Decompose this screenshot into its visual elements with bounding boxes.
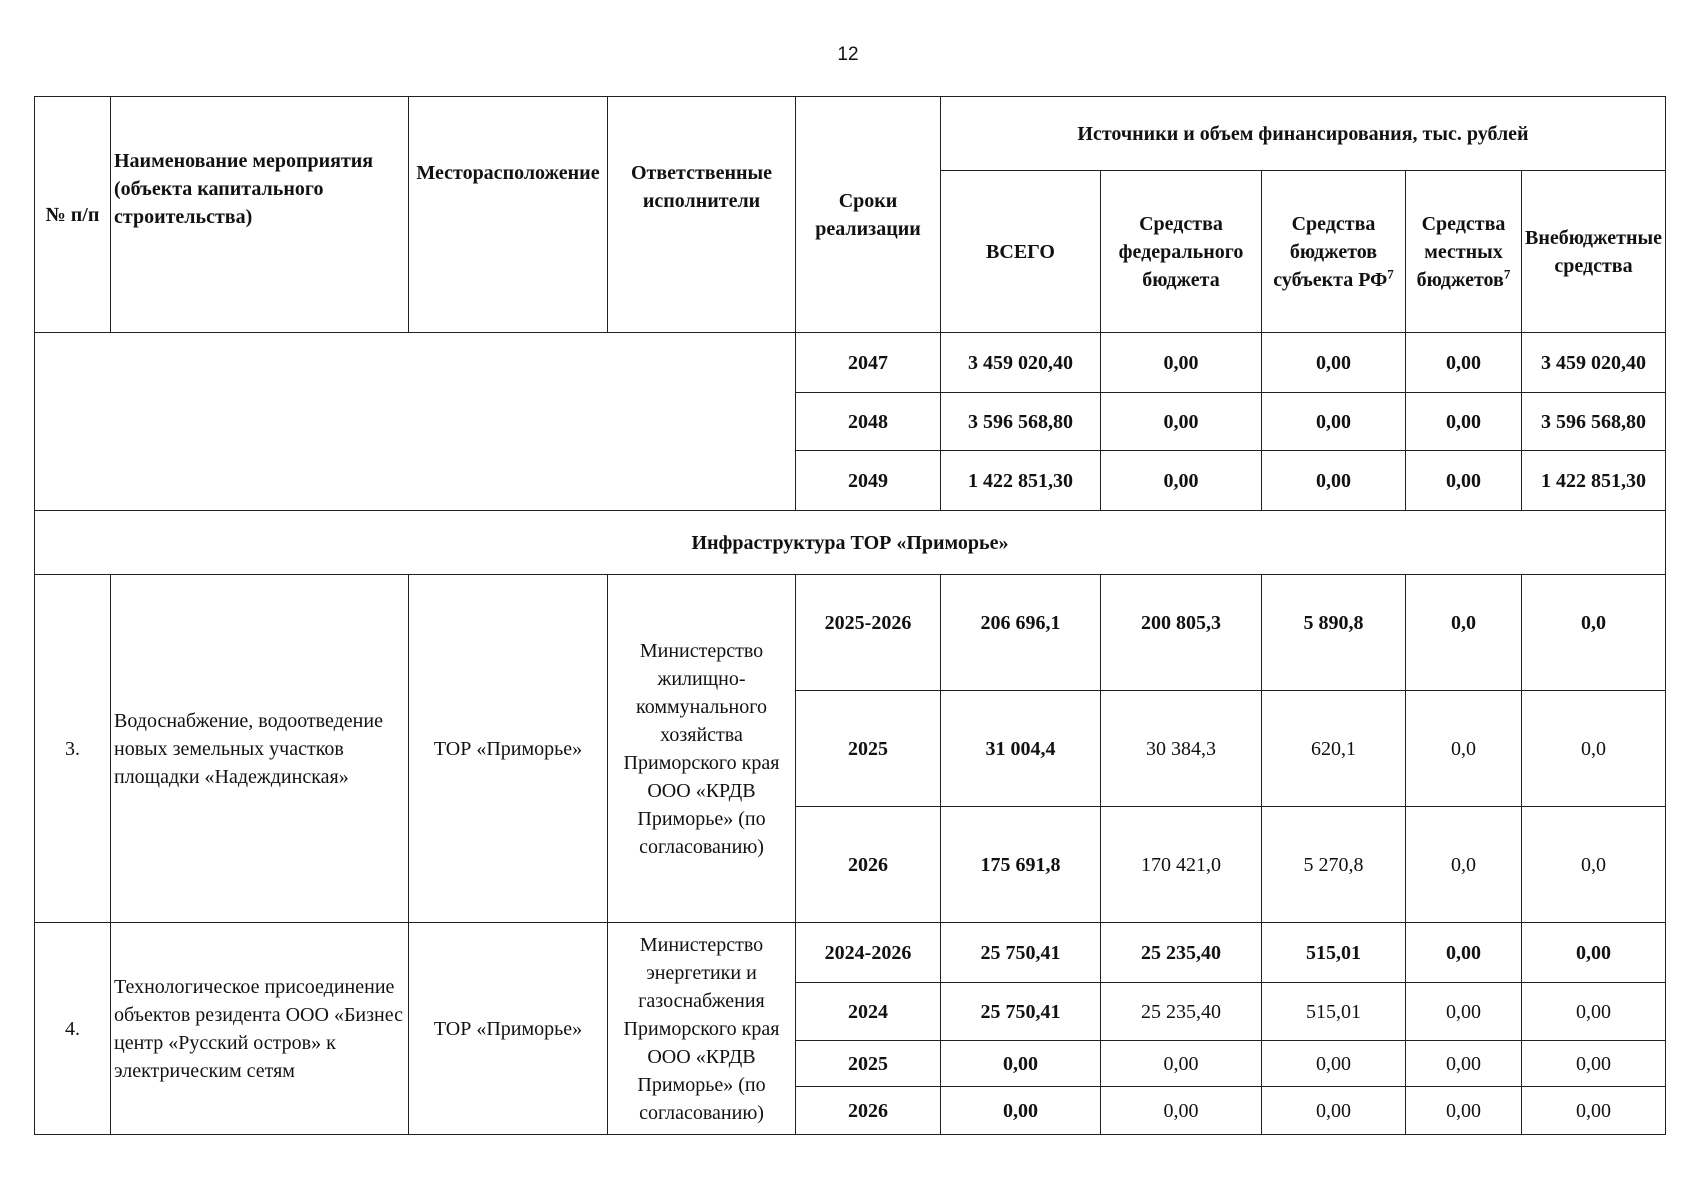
item4-year: 2026 xyxy=(796,1087,941,1135)
item4-subject: 515,01 xyxy=(1262,983,1406,1041)
item4-federal: 25 235,40 xyxy=(1101,923,1262,983)
header-local xyxy=(1406,171,1522,333)
item4-offbudget: 0,00 xyxy=(1522,923,1666,983)
item3-year: 2026 xyxy=(796,807,941,923)
carry-local: 0,00 xyxy=(1406,393,1522,451)
item3-local: 0,0 xyxy=(1406,691,1522,807)
section-title: Инфраструктура ТОР «Приморье» xyxy=(35,511,1666,575)
table-row xyxy=(35,923,1666,983)
carry-federal: 0,00 xyxy=(1101,451,1262,511)
table-row xyxy=(35,333,1666,393)
header-subject-footnote: 7 xyxy=(1387,265,1394,281)
section-row xyxy=(35,511,1666,575)
carry-subject: 0,00 xyxy=(1262,451,1406,511)
item3-subject: 5 890,8 xyxy=(1262,575,1406,691)
header-subject-text: Средства бюджетов субъекта РФ xyxy=(1273,212,1388,291)
carry-federal: 0,00 xyxy=(1101,333,1262,393)
item4-total: 0,00 xyxy=(941,1087,1101,1135)
item3-year: 2025-2026 xyxy=(796,575,941,691)
item3-subject: 5 270,8 xyxy=(1262,807,1406,923)
item4-offbudget: 0,00 xyxy=(1522,1041,1666,1087)
item4-location: ТОР «Приморье» xyxy=(409,923,608,1135)
item3-total: 206 696,1 xyxy=(941,575,1101,691)
header-name: Наименование мероприятия (объекта капитального строительства) xyxy=(111,97,409,333)
item3-local: 0,0 xyxy=(1406,807,1522,923)
header-responsible: Ответственные исполнители xyxy=(608,97,796,333)
carry-blank-cell xyxy=(35,333,796,511)
item4-year: 2024 xyxy=(796,983,941,1041)
item4-local: 0,00 xyxy=(1406,1041,1522,1087)
item4-local: 0,00 xyxy=(1406,1087,1522,1135)
item4-offbudget: 0,00 xyxy=(1522,1087,1666,1135)
header-num: № п/п xyxy=(35,97,111,333)
carry-year: 2047 xyxy=(796,333,941,393)
item3-federal: 170 421,0 xyxy=(1101,807,1262,923)
item4-total: 25 750,41 xyxy=(941,923,1101,983)
item4-name: Технологическое присоединение объектов резидента ООО «Бизнес центр «Русский остров» к электрическим сетям xyxy=(111,923,409,1135)
item4-responsible: Министерство энергетики и газоснабжения Приморского края ООО «КРДВ Приморье» (по согласованию) xyxy=(608,923,796,1135)
carry-total: 3 596 568,80 xyxy=(941,393,1101,451)
header-row-1 xyxy=(35,97,1666,171)
item4-subject: 0,00 xyxy=(1262,1041,1406,1087)
header-total: ВСЕГО xyxy=(941,171,1101,333)
carry-subject: 0,00 xyxy=(1262,393,1406,451)
item4-year: 2024-2026 xyxy=(796,923,941,983)
header-terms: Сроки реализации xyxy=(796,97,941,333)
header-location: Месторасположение xyxy=(409,97,608,333)
carry-offbudget: 3 596 568,80 xyxy=(1522,393,1666,451)
page-number: 12 xyxy=(837,44,859,65)
item3-location: ТОР «Приморье» xyxy=(409,575,608,923)
item4-federal: 0,00 xyxy=(1101,1041,1262,1087)
item3-offbudget: 0,0 xyxy=(1522,575,1666,691)
item4-subject: 515,01 xyxy=(1262,923,1406,983)
item3-name: Водоснабжение, водоотведение новых земельных участков площадки «Надеждинская» xyxy=(111,575,409,923)
item3-offbudget: 0,0 xyxy=(1522,691,1666,807)
header-federal: Средства федерального бюджета xyxy=(1101,171,1262,333)
header-offbudget: Внебюджетные средства xyxy=(1522,171,1666,333)
header-local-footnote: 7 xyxy=(1503,265,1511,281)
item3-total: 31 004,4 xyxy=(941,691,1101,807)
carry-local: 0,00 xyxy=(1406,333,1522,393)
item4-year: 2025 xyxy=(796,1041,941,1087)
item3-local: 0,0 xyxy=(1406,575,1522,691)
item3-subject: 620,1 xyxy=(1262,691,1406,807)
carry-offbudget: 1 422 851,30 xyxy=(1522,451,1666,511)
header-subject xyxy=(1262,171,1406,333)
item4-total: 25 750,41 xyxy=(941,983,1101,1041)
item4-federal: 25 235,40 xyxy=(1101,983,1262,1041)
item4-federal: 0,00 xyxy=(1101,1087,1262,1135)
item4-local: 0,00 xyxy=(1406,983,1522,1041)
item4-offbudget: 0,00 xyxy=(1522,983,1666,1041)
item3-federal: 30 384,3 xyxy=(1101,691,1262,807)
header-local-text: Средства местных бюджетов xyxy=(1416,212,1506,291)
item3-num: 3. xyxy=(35,575,111,923)
carry-federal: 0,00 xyxy=(1101,393,1262,451)
item3-total: 175 691,8 xyxy=(941,807,1101,923)
carry-offbudget: 3 459 020,40 xyxy=(1522,333,1666,393)
item4-total: 0,00 xyxy=(941,1041,1101,1087)
item3-responsible: Министерство жилищно-коммунального хозяйства Приморского края ООО «КРДВ Приморье» (по согласованию) xyxy=(608,575,796,923)
table-row xyxy=(35,575,1666,691)
item4-num: 4. xyxy=(35,923,111,1135)
carry-year: 2049 xyxy=(796,451,941,511)
funding-table xyxy=(34,96,1666,1135)
item3-year: 2025 xyxy=(796,691,941,807)
carry-total: 3 459 020,40 xyxy=(941,333,1101,393)
header-funding-group: Источники и объем финансирования, тыс. рублей xyxy=(941,97,1666,171)
carry-local: 0,00 xyxy=(1406,451,1522,511)
item3-federal: 200 805,3 xyxy=(1101,575,1262,691)
carry-total: 1 422 851,30 xyxy=(941,451,1101,511)
item4-subject: 0,00 xyxy=(1262,1087,1406,1135)
carry-subject: 0,00 xyxy=(1262,333,1406,393)
carry-year: 2048 xyxy=(796,393,941,451)
item4-local: 0,00 xyxy=(1406,923,1522,983)
item3-offbudget: 0,0 xyxy=(1522,807,1666,923)
